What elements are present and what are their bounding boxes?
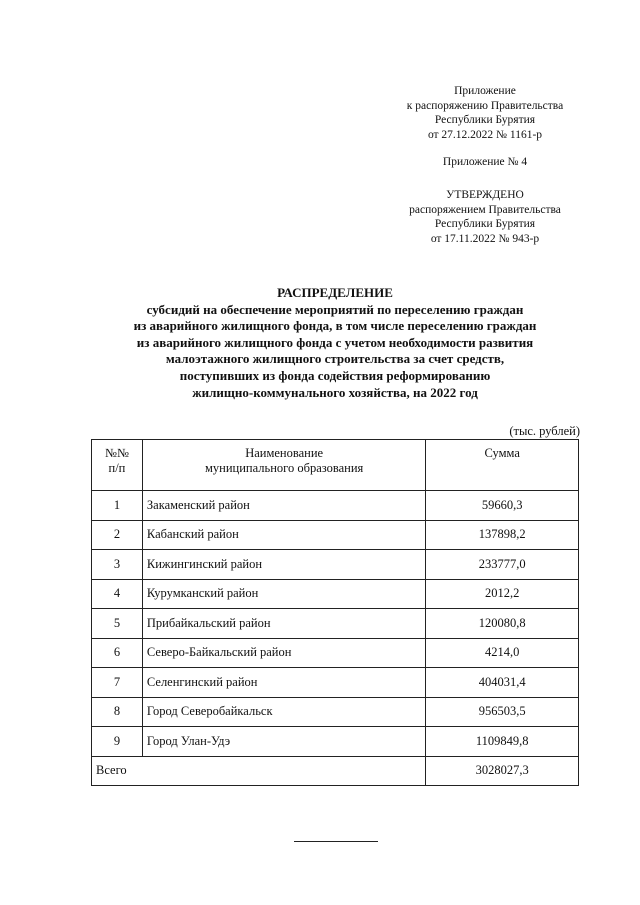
header-sum-label: Сумма <box>484 446 520 460</box>
total-label: Всего <box>92 756 426 786</box>
table-row <box>92 579 579 609</box>
header-name-line1: Наименование <box>245 446 324 460</box>
appendix-header <box>380 84 590 142</box>
row-sum: 59660,3 <box>426 491 579 521</box>
table-row <box>92 697 579 727</box>
row-sum: 1109849,8 <box>426 727 579 757</box>
approval-line: от 17.11.2022 № 943-р <box>430 232 540 245</box>
row-number: 1 <box>92 491 143 521</box>
title-line: поступивших из фонда содействия реформированию <box>179 367 491 383</box>
bottom-divider <box>294 841 378 842</box>
row-municipality: Кижингинский район <box>142 550 425 580</box>
row-number: 4 <box>92 579 143 609</box>
row-sum: 404031,4 <box>426 668 579 698</box>
title-line: из аварийного жилищного фонда, в том числе переселению граждан <box>133 318 537 334</box>
title-line: субсидий на обеспечение мероприятий по переселению граждан <box>146 301 524 317</box>
header-num-line1: №№ <box>105 446 129 460</box>
table-row <box>92 638 579 668</box>
header-name-line2: муниципального образования <box>205 461 364 475</box>
title-line: малоэтажного жилищного строительства за счет средств, <box>165 351 505 367</box>
approval-line: Республики Бурятия <box>434 218 536 230</box>
table-row <box>92 520 579 550</box>
distribution-table <box>91 439 579 786</box>
table-row <box>92 668 579 698</box>
row-sum: 233777,0 <box>426 550 579 580</box>
row-number: 2 <box>92 520 143 550</box>
row-sum: 137898,2 <box>426 520 579 550</box>
approval-line: УТВЕРЖДЕНО <box>446 189 524 201</box>
row-sum: 4214,0 <box>426 638 579 668</box>
table-row <box>92 609 579 639</box>
row-sum: 120080,8 <box>426 609 579 639</box>
row-municipality: Прибайкальский район <box>142 609 425 639</box>
title-line: из аварийного жилищного фонда с учетом необходимости развития <box>136 334 534 350</box>
header-sum <box>426 440 579 491</box>
appendix-number: Приложение № 4 <box>442 156 528 168</box>
appendix-number-block <box>380 155 590 170</box>
row-sum: 956503,5 <box>426 697 579 727</box>
table-row <box>92 491 579 521</box>
row-number: 5 <box>92 609 143 639</box>
row-number: 9 <box>92 727 143 757</box>
title-line: жилищно-коммунального хозяйства, на 2022 год <box>192 384 478 400</box>
total-sum: 3028027,3 <box>426 756 579 786</box>
row-municipality: Город Северобайкальск <box>142 697 425 727</box>
header-name <box>142 440 425 491</box>
approval-stamp <box>380 188 590 246</box>
approval-line: распоряжением Правительства <box>409 203 561 216</box>
row-municipality: Северо-Байкальский район <box>142 638 425 668</box>
row-number: 8 <box>92 697 143 727</box>
table-row <box>92 550 579 580</box>
row-municipality: Курумканский район <box>142 579 425 609</box>
row-municipality: Город Улан-Удэ <box>142 727 425 757</box>
row-municipality: Селенгинский район <box>142 668 425 698</box>
appendix-line: к распоряжению Правительства <box>406 99 564 112</box>
table-header-row <box>92 440 579 491</box>
row-number: 7 <box>92 668 143 698</box>
row-number: 3 <box>92 550 143 580</box>
appendix-line: Республики Бурятия <box>434 114 536 126</box>
header-num <box>92 440 143 491</box>
row-sum: 2012,2 <box>426 579 579 609</box>
header-num-line2: п/п <box>108 461 126 475</box>
title-heading: РАСПРЕДЕЛЕНИЕ <box>277 285 393 300</box>
row-number: 6 <box>92 638 143 668</box>
document-title <box>60 285 610 401</box>
row-municipality: Кабанский район <box>142 520 425 550</box>
table-row <box>92 727 579 757</box>
total-row <box>92 756 579 786</box>
appendix-line: от 27.12.2022 № 1161-р <box>427 128 543 141</box>
appendix-line: Приложение <box>454 85 516 97</box>
row-municipality: Закаменский район <box>142 491 425 521</box>
units-label: (тыс. рублей) <box>509 424 580 438</box>
